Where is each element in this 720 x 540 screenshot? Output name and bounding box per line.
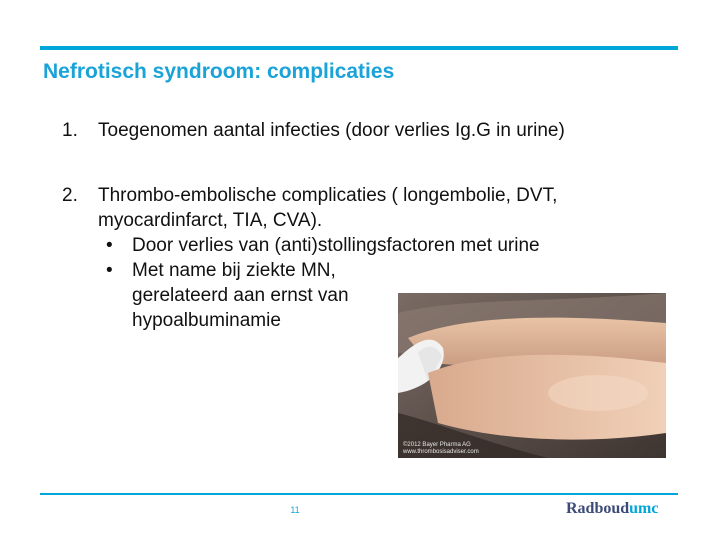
sub-bullet-text: Met name bij ziekte MN, gerelateerd aan ernst van hypoalbuminamie (132, 260, 349, 331)
logo-part-radboud: Radboud (566, 500, 630, 517)
list-number: 2. (62, 185, 78, 206)
bullet-marker: • (106, 260, 113, 281)
list-number: 1. (62, 120, 78, 141)
bullet-marker: • (106, 235, 113, 256)
sub-bullet-2 (98, 258, 422, 333)
radboudumc-logo (566, 500, 658, 518)
top-rule (40, 46, 678, 50)
list-item-text: Thrombo-embolische complicaties ( longembolie, DVT, myocardinfarct, TIA, CVA). (98, 185, 558, 231)
bottom-rule (40, 493, 678, 495)
list-item-1 (62, 118, 602, 143)
leg-swelling-photo (398, 293, 666, 458)
slide-title: Nefrotisch syndroom: complicaties (43, 60, 395, 83)
photo-caption (403, 442, 479, 456)
sub-bullet-1 (98, 233, 602, 258)
photo-source-url: www.thrombosisadviser.com (403, 449, 479, 455)
logo-part-umc: umc (629, 500, 659, 517)
photo-illustration (398, 293, 666, 458)
page-number: 11 (290, 505, 300, 515)
photo-copyright: ©2012 Bayer Pharma AG (403, 442, 471, 448)
list-item-text: Toegenomen aantal infecties (door verlies Ig.G in urine) (98, 120, 565, 141)
sub-bullet-text: Door verlies van (anti)stollingsfactoren met urine (132, 235, 540, 256)
